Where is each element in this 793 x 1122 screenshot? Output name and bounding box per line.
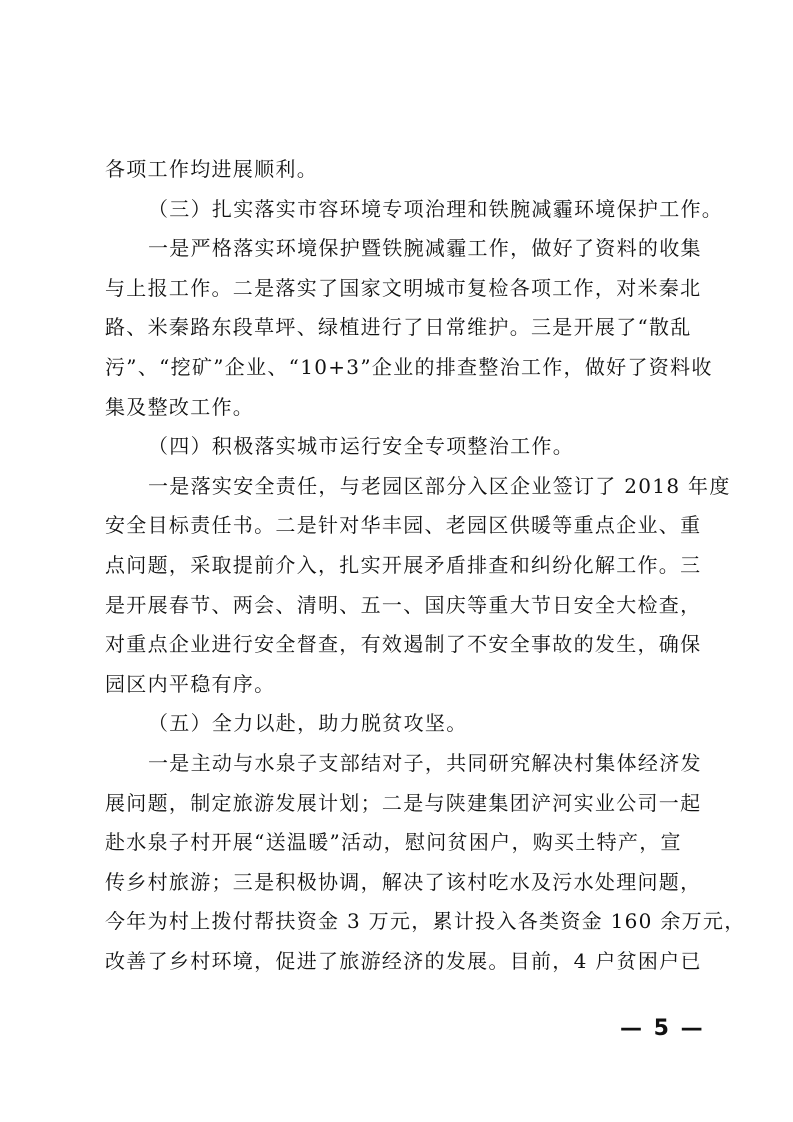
text-line-11: 点问题，采取提前介入，扎实开展矛盾排查和纠纷化解工作。三: [105, 553, 702, 577]
text-line-15: （五）全力以赴，助力脱贫攻坚。: [148, 711, 468, 735]
text-line-21: 改善了乡村环境，促进了旅游经济的发展。目前，4 户贫困户已: [105, 949, 702, 973]
text-line-5: 路、米秦路东段草坪、绿植进行了日常维护。三是开展了“散乱: [105, 315, 692, 339]
text-line-16: 一是主动与水泉子支部结对子，共同研究解决村集体经济发: [148, 751, 702, 775]
text-line-19: 传乡村旅游；三是积极协调，解决了该村吃水及污水处理问题，: [105, 870, 702, 894]
text-line-9: 一是落实安全责任，与老园区部分入区企业签订了 2018 年度: [148, 474, 731, 498]
text-line-6: 污”、“挖矿”企业、“10+3”企业的排查整治工作，做好了资料收: [105, 355, 713, 379]
text-line-14: 园区内平稳有序。: [105, 672, 276, 696]
page-number: — 5 —: [620, 1016, 705, 1041]
text-line-13: 对重点企业进行安全督查，有效遏制了不安全事故的发生，确保: [105, 632, 702, 656]
text-line-3: 一是严格落实环境保护暨铁腕减霾工作，做好了资料的收集: [148, 236, 702, 260]
text-line-12: 是开展春节、两会、清明、五一、国庆等重大节日安全大检查，: [105, 593, 702, 617]
text-line-17: 展问题，制定旅游发展计划；二是与陕建集团浐河实业公司一起: [105, 791, 702, 815]
text-line-8: （四）积极落实城市运行安全专项整治工作。: [148, 434, 574, 458]
text-line-1: 各项工作均进展顺利。: [105, 157, 318, 181]
text-line-2: （三）扎实落实市容环境专项治理和铁腕减霾环境保护工作。: [148, 197, 724, 221]
text-line-20: 今年为村上拨付帮扶资金 3 万元，累计投入各类资金 160 余万元，: [105, 909, 746, 933]
text-line-10: 安全目标责任书。二是针对华丰园、老园区供暖等重点企业、重: [105, 513, 702, 537]
text-line-18: 赴水泉子村开展“送温暖”活动，慰问贫困户，购买土特产，宣: [105, 830, 682, 854]
text-line-4: 与上报工作。二是落实了国家文明城市复检各项工作，对米秦北: [105, 276, 702, 300]
text-line-7: 集及整改工作。: [105, 395, 255, 419]
